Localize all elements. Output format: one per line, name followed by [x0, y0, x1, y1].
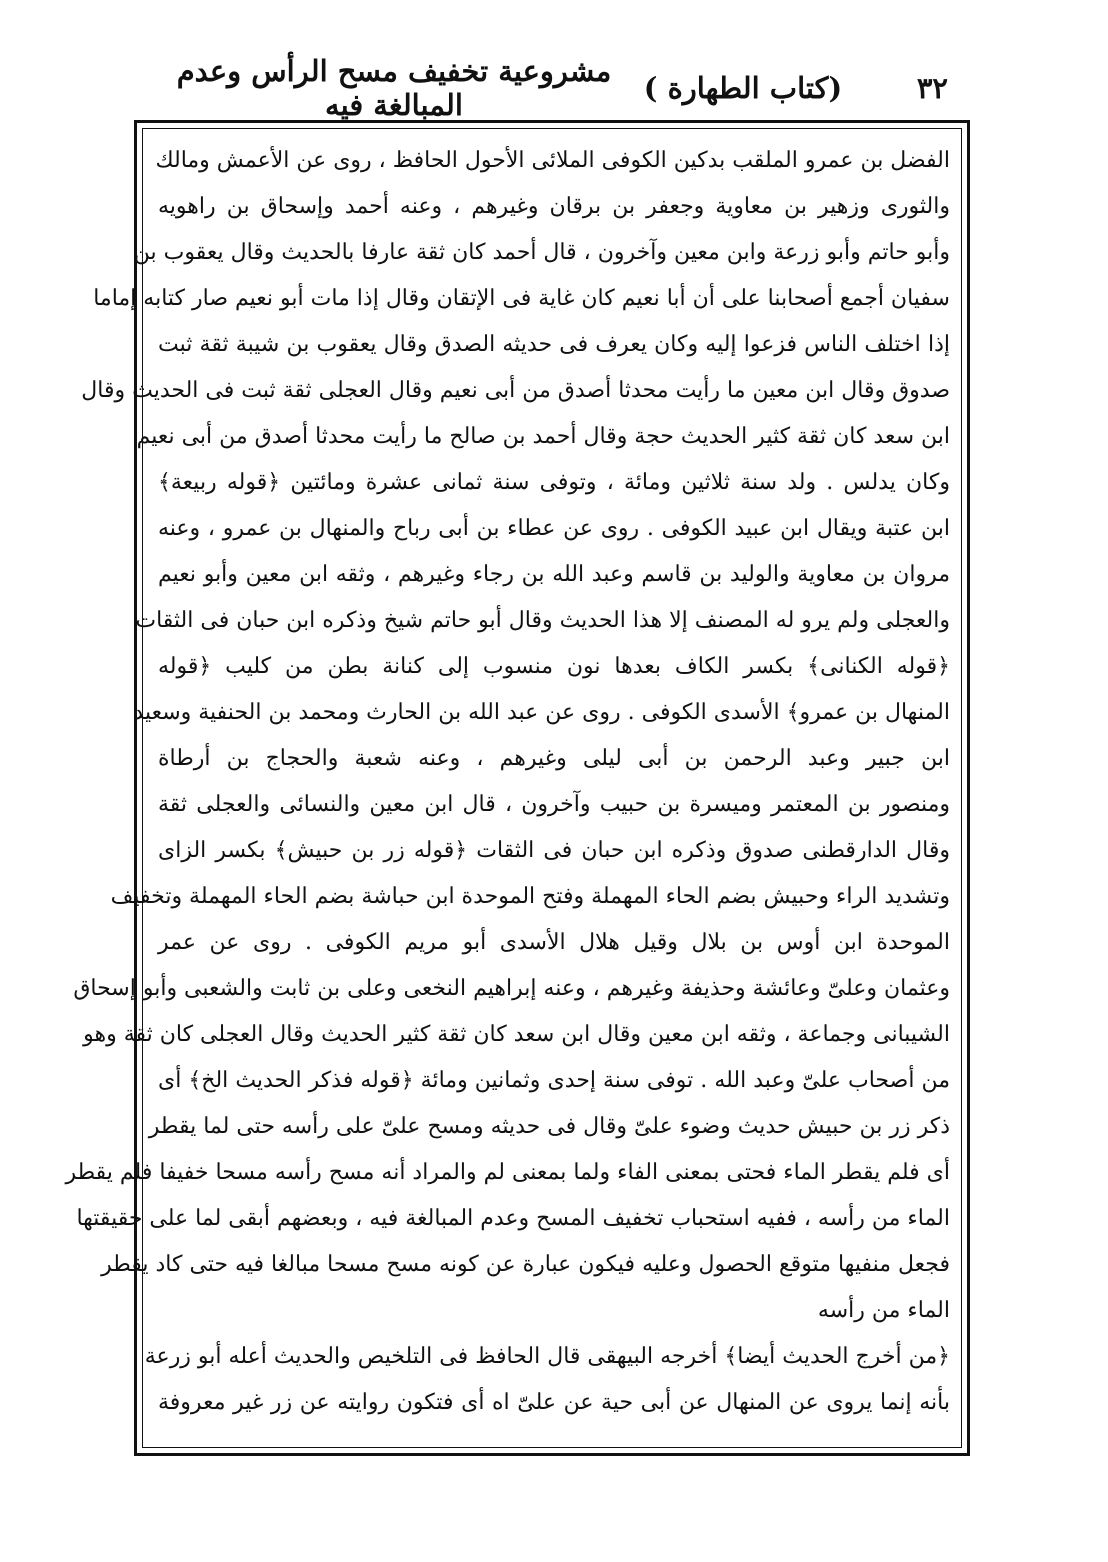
text-line: ﴿قوله الكنانى﴾ بكسر الكاف بعدها نون منسوب إلى كنانة بطن من كليب ﴿قوله [158, 654, 950, 679]
text-line: وتشديد الراء وحبيش بضم الحاء المهملة وفتح الموحدة ابن حباشة بضم الحاء المهملة وتخفيف [110, 884, 950, 909]
text-line: والعجلى ولم يرو له المصنف إلا هذا الحديث وقال أبو حاتم شيخ وذكره ابن حبان فى الثقات [135, 608, 950, 633]
text-line: سفيان أجمع أصحابنا على أن أبا نعيم كان غاية فى الإتقان وقال إذا مات أبو نعيم صار كتابه إماما [93, 286, 950, 311]
text-line: فجعل منفيها متوقع الحصول وعليه فيكون عبارة عن كونه مسح مسحا مبالغا فيه حتى كاد يقطر [101, 1252, 950, 1277]
text-line: وقال الدارقطنى صدوق وذكره ابن حبان فى الثقات ﴿قوله زر بن حبيش﴾ بكسر الزاى [158, 838, 950, 863]
text-line: وعثمان وعلىّ وعائشة وحذيفة وغيرهم ، وعنه إبراهيم النخعى وعلى بن ثابت والشعبى وأبو إسحاق [73, 976, 950, 1001]
page-number: ٣٢ [916, 71, 948, 105]
text-line: صدوق وقال ابن معين ما رأيت محدثا أصدق من أبى نعيم وقال العجلى ثقة ثبت فى الحديث وقال [81, 378, 950, 403]
text-line: أى فلم يقطر الماء فحتى بمعنى الفاء ولما بمعنى لم والمراد أنه مسح رأسه مسحا خفيفا فلم يقطر [65, 1160, 950, 1185]
chapter-title: مشروعية تخفيف مسح الرأس وعدم المبالغة فيه [176, 54, 612, 122]
running-head [150, 54, 958, 122]
text-line: من أصحاب علىّ وعبد الله . توفى سنة إحدى وثمانين ومائة ﴿قوله فذكر الحديث الخ﴾ أى [158, 1068, 950, 1093]
paragraph-end-line: الماء من رأسه [817, 1298, 950, 1323]
text-line: الموحدة ابن أوس بن بلال وقيل هلال الأسدى أبو مريم الكوفى . روى عن عمر [158, 930, 950, 955]
text-line: بأنه إنما يروى عن المنهال عن أبى حية عن علىّ اه أى فتكون روايته عن زر غير معروفة [158, 1390, 950, 1415]
text-line: ومنصور بن المعتمر وميسرة بن حبيب وآخرون ، قال ابن معين والنسائى والعجلى ثقة [158, 792, 950, 817]
text-line: الماء من رأسه ، ففيه استحباب تخفيف المسح وعدم المبالغة فيه ، وبعضهم أبقى لما على حقيقتها [76, 1206, 950, 1231]
text-line: والثورى وزهير بن معاوية وجعفر بن برقان وغيرهم ، وعنه أحمد وإسحاق بن راهويه [158, 194, 950, 219]
text-line: إذا اختلف الناس فزعوا إليه وكان يعرف فى حديثه الصدق وقال يعقوب بن شيبة ثقة ثبت [158, 332, 950, 357]
book-title: (كتاب الطهارة ) [643, 71, 843, 105]
text-line: الشيبانى وجماعة ، وثقه ابن معين وقال ابن سعد كان ثقة كثير الحديث وقال العجلى كان ثقة وهو [83, 1022, 950, 1047]
text-line: المنهال بن عمرو﴾ الأسدى الكوفى . روى عن عبد الله بن الحارث ومحمد بن الحنفية وسعيد [133, 700, 950, 725]
text-line: وكان يدلس . ولد سنة ثلاثين ومائة ، وتوفى سنة ثمانى عشرة ومائتين ﴿قوله ربيعة﴾ [158, 470, 950, 495]
text-line: ابن سعد كان ثقة كثير الحديث حجة وقال أحمد بن صالح ما رأيت محدثا أصدق من أبى نعيم [136, 424, 950, 449]
text-line: مروان بن معاوية والوليد بن قاسم وعبد الله بن رجاء وغيرهم ، وثقه ابن معين وأبو نعيم [158, 562, 950, 587]
text-line: ابن جبير وعبد الرحمن بن أبى ليلى وغيرهم ، وعنه شعبة والحجاج بن أرطاة [158, 746, 950, 771]
text-line: ذكر زر بن حبيش حديث وضوء علىّ وقال فى حديثه ومسح علىّ على رأسه حتى لما يقطر [148, 1114, 950, 1139]
body-text [65, 138, 950, 1438]
text-line: وأبو حاتم وأبو زرعة وابن معين وآخرون ، قال أحمد كان ثقة عارفا بالحديث وقال يعقوب بن [133, 240, 950, 265]
text-line: ابن عتبة ويقال ابن عبيد الكوفى . روى عن عطاء بن أبى رباح والمنهال بن عمرو ، وعنه [158, 516, 950, 541]
text-line: الفضل بن عمرو الملقب بدكين الكوفى الملائى الأحول الحافظ ، روى عن الأعمش ومالك [155, 148, 950, 173]
text-line: ﴿من أخرج الحديث أيضا﴾ أخرجه البيهقى قال الحافظ فى التلخيص والحديث أعله أبو زرعة [144, 1344, 950, 1369]
